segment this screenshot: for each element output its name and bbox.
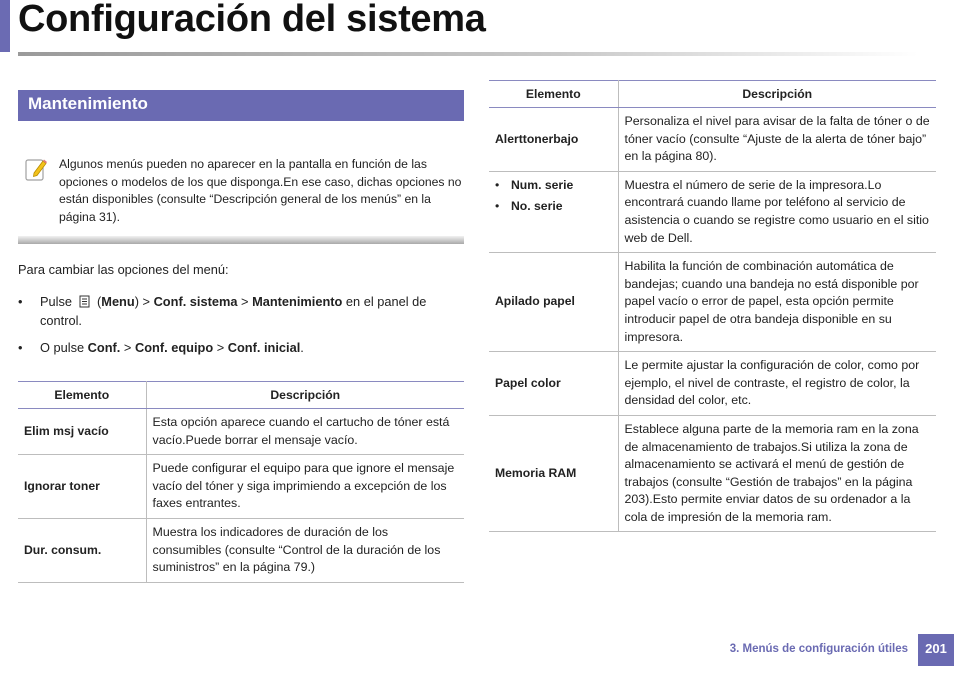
element-cell <box>489 171 618 252</box>
table-row <box>489 253 936 352</box>
right-settings-table <box>489 80 936 532</box>
footer-chapter: 3. Menús de configuración útiles <box>729 643 908 655</box>
description-cell: Muestra los indicadores de duración de los consumibles (consulte “Control de la duración de los suministros” en la página 79.) <box>146 518 464 582</box>
instruction-list <box>18 292 464 365</box>
description-cell: Establece alguna parte de la memoria ram en la zona de almacenamiento de trabajos.Si utiliza la zona de almacenamiento se activará el menú de gestión de trabajos (consulte “Gestión de trabajos” en la página 203).Esto permite enviar datos de su ordenador a la cola de impresión de la memoria ram. <box>618 415 936 532</box>
table-row <box>489 108 936 172</box>
table-row <box>18 455 464 519</box>
table-row <box>18 409 464 455</box>
title-divider <box>18 52 918 56</box>
description-cell: Personaliza el nivel para avisar de la falta de tóner o de tóner vacío (consulte “Ajuste de la alerta de tóner bajo” en la página 80). <box>618 108 936 172</box>
instruction-item: • Pulse (Menu) > Conf. sistema > Mantenimiento en el panel de control. <box>18 294 427 328</box>
element-cell: Papel color <box>489 352 618 416</box>
title-accent-bar <box>0 0 10 52</box>
element-cell: Elim msj vacío <box>18 409 146 455</box>
menu-icon <box>78 295 91 308</box>
column-header-element: Elemento <box>18 382 146 409</box>
element-cell: Apilado papel <box>489 253 618 352</box>
description-cell: Muestra el número de serie de la impresora.Lo encontrará cuando llame por teléfono al servicio de asistencia o cuando se registre como usuario en el sitio web de Dell. <box>618 171 936 252</box>
column-header-description: Descripción <box>618 81 936 108</box>
note-text: Algunos menús pueden no aparecer en la pantalla en función de las opciones o modelos de los que disponga.En ese caso, dichas opciones no están disponibles (consulte “Descripción general de los menús” en la página 31). <box>59 157 462 224</box>
element-subitem: • Num. serie <box>495 177 574 192</box>
intro-text: Para cambiar las opciones del menú: <box>18 262 229 277</box>
element-sublist <box>495 177 612 216</box>
column-header-description: Descripción <box>146 382 464 409</box>
element-cell: Dur. consum. <box>18 518 146 582</box>
left-settings-table <box>18 381 464 583</box>
description-cell: Puede configurar el equipo para que ignore el mensaje vacío del tóner y siga imprimiendo a excepción de los faxes entrantes. <box>146 455 464 519</box>
element-cell: Memoria RAM <box>489 415 618 532</box>
section-header: Mantenimiento <box>18 90 464 121</box>
table-row <box>489 415 936 532</box>
note-pencil-icon <box>24 156 48 182</box>
element-cell: Alerttonerbajo <box>489 108 618 172</box>
instruction-item: • O pulse Conf. > Conf. equipo > Conf. inicial. <box>18 340 304 355</box>
column-header-element: Elemento <box>489 81 618 108</box>
description-cell: Le permite ajustar la configuración de color, como por ejemplo, el nivel de contraste, el registro de color, la densidad del color, etc. <box>618 352 936 416</box>
description-cell: Esta opción aparece cuando el cartucho de tóner está vacío.Puede borrar el mensaje vacío. <box>146 409 464 455</box>
page-number: 201 <box>918 634 954 666</box>
description-cell: Habilita la función de combinación automática de bandejas; cuando una bandeja no está disponible por papel vacío o error de papel, esta opción permite introducir papel de otra bandeja disponible en su impresora. <box>618 253 936 352</box>
table-row <box>489 352 936 416</box>
element-cell: Ignorar toner <box>18 455 146 519</box>
element-subitem: • No. serie <box>495 199 563 214</box>
table-row <box>489 171 936 252</box>
page-title: Configuración del sistema <box>18 0 486 40</box>
note-divider <box>18 236 464 244</box>
table-row <box>18 518 464 582</box>
